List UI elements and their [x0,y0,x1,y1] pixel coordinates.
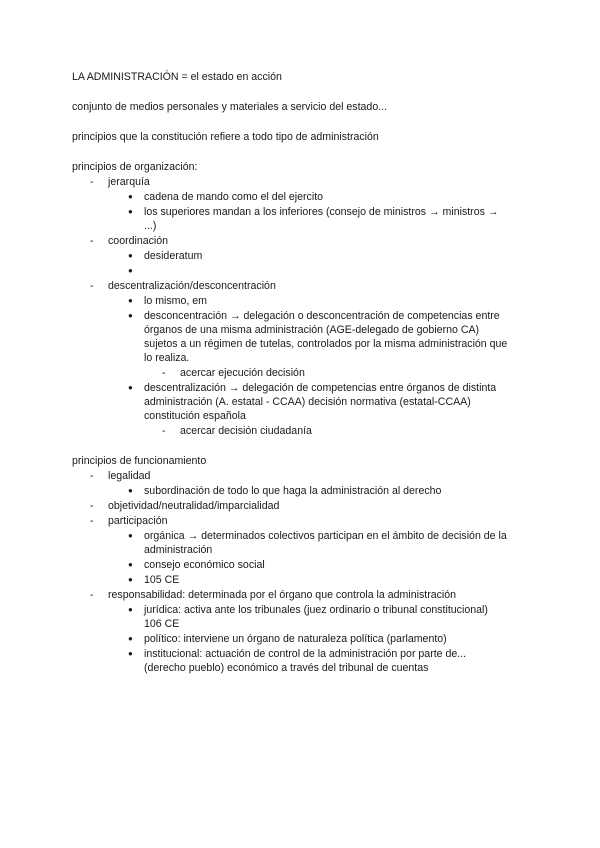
list-item: acercar ejecución decisión [180,367,305,379]
list-item: ...) [144,220,157,232]
list-item: sujetos a un régimen de tutelas, controlados por la misma administración que [144,338,508,350]
bullet-icon: ● [128,605,133,614]
page-title: LA ADMINISTRACIÓN = el estado en acción [72,71,282,83]
section-heading: principios de organización: [72,161,198,173]
bullet-icon: ● [128,311,133,320]
list-item: consejo económico social [144,559,265,571]
list-item: 105 CE [144,574,180,586]
list-item: político: interviene un órgano de naturaleza política (parlamento) [144,633,447,645]
dash-marker: - [162,367,166,379]
dash-marker: - [90,280,94,292]
section-heading: principios de funcionamiento [72,455,207,467]
list-item: órganos de una misma administración (AGE-delegado de gobierno CA) [144,324,480,336]
list-item: lo mismo, em [144,295,207,307]
bullet-icon: ● [128,486,133,495]
list-item: 106 CE [144,618,180,630]
list-item: descentralización → delegación de competencias entre órganos de distinta [144,382,497,394]
bullet-icon: ● [128,207,133,216]
bullet-icon: ● [128,531,133,540]
bullet-icon: ● [128,296,133,305]
dash-marker: - [162,425,166,437]
intro-paragraph: principios que la constitución refiere a todo tipo de administración [72,131,379,143]
dash-marker: - [90,589,94,601]
list-item: acercar decisión ciudadanía [180,425,312,437]
dash-marker: - [90,500,94,512]
bullet-icon: ● [128,649,133,658]
list-item: participación [108,515,168,527]
list-item: desconcentración → delegación o desconcentración de competencias entre [144,310,500,322]
list-item: constitución española [144,410,246,422]
list-item: descentralización/desconcentración [108,280,276,292]
list-item: coordinación [108,235,169,247]
intro-paragraph: conjunto de medios personales y materiales a servicio del estado... [72,101,388,113]
dash-marker: - [90,515,94,527]
dash-marker: - [90,470,94,482]
bullet-icon: ● [128,634,133,643]
bullet-icon: ● [128,251,133,260]
bullet-icon: ● [128,266,133,275]
list-item: administración (A. estatal - CCAA) decisión normativa (estatal-CCAA) [144,396,471,408]
list-item: objetividad/neutralidad/imparcialidad [108,500,280,512]
list-item: los superiores mandan a los inferiores (consejo de ministros → ministros → [144,206,499,218]
list-item: orgánica → determinados colectivos participan en el ámbito de decisión de la [144,530,507,542]
list-item: cadena de mando como el del ejercito [144,191,324,203]
dash-marker: - [90,176,94,188]
list-item: (derecho pueblo) económico a través del tribunal de cuentas [144,662,429,674]
list-item: administración [144,544,213,556]
list-item: legalidad [108,470,151,482]
bullet-icon: ● [128,560,133,569]
list-item: jerarquía [108,176,150,188]
bullet-icon: ● [128,383,133,392]
list-item: responsabilidad: determinada por el órgano que controla la administración [108,589,457,601]
bullet-icon: ● [128,192,133,201]
list-item: institucional: actuación de control de la administración por parte de... [144,648,467,660]
list-item: subordinación de todo lo que haga la administración al derecho [144,485,442,497]
list-item: desideratum [144,250,203,262]
list-item: lo realiza. [144,352,190,364]
dash-marker: - [90,235,94,247]
bullet-icon: ● [128,575,133,584]
list-item: jurídica: activa ante los tribunales (juez ordinario o tribunal constitucional) [144,604,488,616]
